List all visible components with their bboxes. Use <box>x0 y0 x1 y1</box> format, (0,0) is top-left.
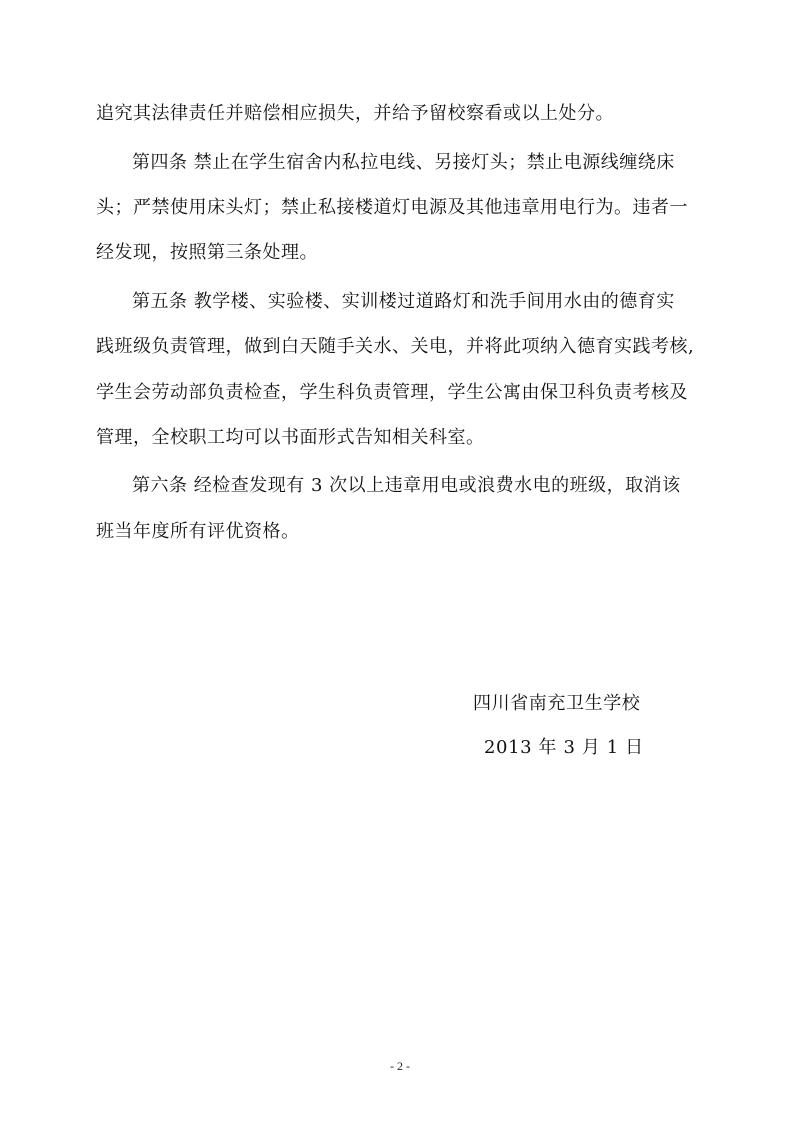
article-six-line-2: 班当年度所有评优资格。 <box>96 521 300 542</box>
article-four-line-3: 经发现，按照第三条处理。 <box>96 242 318 263</box>
signature-organization: 四川省南充卫生学校 <box>473 693 641 714</box>
article-five-line-1: 第五条 教学楼、实验楼、实训楼过道路灯和洗手间用水由的德育实 <box>132 291 675 312</box>
article-five-line-4: 管理，全校职工均可以书面形式告知相关科室。 <box>96 427 485 448</box>
article-five-line-2: 践班级负责管理，做到白天随手关水、关电，并将此项纳入德育实践考核, <box>96 336 695 357</box>
article-four-line-2: 头；严禁使用床头灯；禁止私接楼道灯电源及其他违章用电行为。违者一 <box>96 197 688 218</box>
signature-date: 2013 年 3 月 1 日 <box>484 737 644 758</box>
article-six-line-1: 第六条 经检查发现有 3 次以上违章用电或浪费水电的班级，取消该 <box>132 475 681 496</box>
paragraph-line-1: 追究其法律责任并赔偿相应损失，并给予留校察看或以上处分。 <box>96 103 614 124</box>
page-number: - 2 - <box>390 1059 410 1073</box>
article-five-line-3: 学生会劳动部负责检查，学生科负责管理，学生公寓由保卫科负责考核及 <box>96 382 688 403</box>
article-four-line-1: 第四条 禁止在学生宿舍内私拉电线、另接灯头；禁止电源线缠绕床 <box>132 152 675 173</box>
